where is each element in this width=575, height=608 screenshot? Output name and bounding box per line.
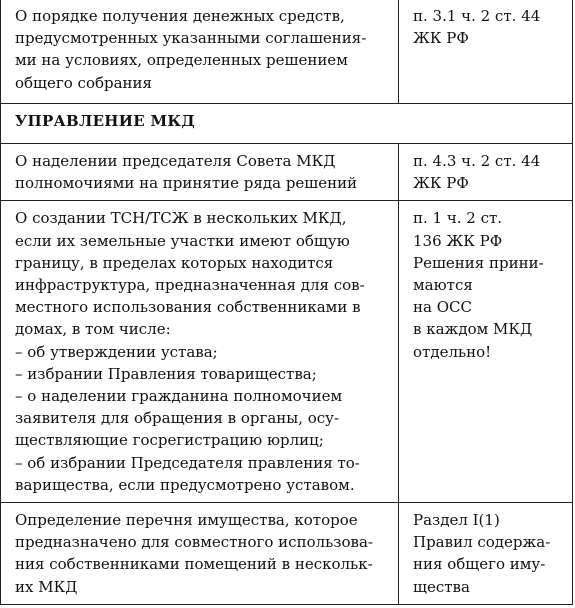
reference-line: ния общего иму- (413, 555, 546, 574)
description-line: если их земельные участки имеют общую (15, 231, 350, 250)
table-row (1, 0, 573, 104)
description-line: О создании ТСН/ТСЖ в нескольких МКД, (15, 209, 347, 228)
description-line: ния собственниками помещений в нескольк- (15, 555, 373, 574)
reference-line: Раздел I(1) (413, 511, 500, 530)
row-legal-reference (399, 144, 573, 201)
row-legal-reference (399, 0, 573, 104)
description-line: полномочиями на принятие ряда решений (15, 174, 358, 193)
table-row (1, 201, 573, 503)
reference-line: маются (413, 276, 473, 295)
description-line: общего собрания (15, 73, 153, 92)
reference-line: Правил содержа- (413, 533, 551, 552)
reference-line: ЖК РФ (413, 29, 469, 48)
description-line: их МКД (15, 577, 78, 596)
description-line: О наделении председателя Совета МКД (15, 152, 336, 170)
reference-line: на ОСС (413, 298, 472, 317)
reference-line: ЖК РФ (413, 174, 469, 193)
description-line: заявителя для обращения в органы, осу- (15, 409, 340, 428)
description-line: ми на условиях, определенных решением (15, 51, 348, 70)
row-description (1, 201, 399, 503)
description-line: – об утверждении устава; (15, 342, 218, 361)
row-description (1, 144, 399, 201)
table-row (1, 503, 573, 605)
reference-line: п. 4.3 ч. 2 ст. 44 (413, 152, 541, 170)
reference-line: п. 3.1 ч. 2 ст. 44 (413, 7, 541, 25)
description-line: границу, в пределах которых находится (15, 253, 334, 272)
description-line: – об избрании Председателя правления то- (15, 453, 360, 472)
description-line: ществляющие госрегистрацию юрлиц; (15, 431, 324, 450)
reference-line: 136 ЖК РФ (413, 231, 503, 250)
row-legal-reference (399, 201, 573, 503)
section-title: УПРАВЛЕНИЕ МКД (1, 104, 573, 144)
description-line: варищества, если предусмотрено уставом. (15, 475, 355, 494)
row-legal-reference (399, 503, 573, 605)
description-line: домах, в том числе: (15, 320, 171, 339)
description-line: О порядке получения денежных средств, (15, 7, 345, 25)
row-description (1, 0, 399, 104)
description-line: – о наделении гражданина полномочием (15, 387, 343, 406)
description-line: предусмотренных указанными соглашения- (15, 29, 367, 48)
reference-line: Решения прини- (413, 253, 544, 272)
description-line: предназначено для совместного использова- (15, 533, 373, 552)
reference-line: п. 1 ч. 2 ст. (413, 209, 503, 228)
description-line: инфраструктура, предназначенная для сов- (15, 276, 365, 295)
reference-line: в каждом МКД (413, 320, 533, 339)
description-line: Определение перечня имущества, которое (15, 511, 358, 530)
reference-line: отдельно! (413, 342, 492, 361)
row-description (1, 503, 399, 605)
reference-line: щества (413, 577, 470, 596)
section-header-row (1, 104, 573, 144)
description-line: – избрании Правления товарищества; (15, 364, 317, 383)
table-row (1, 144, 573, 201)
description-line: местного использования собственниками в (15, 298, 361, 317)
